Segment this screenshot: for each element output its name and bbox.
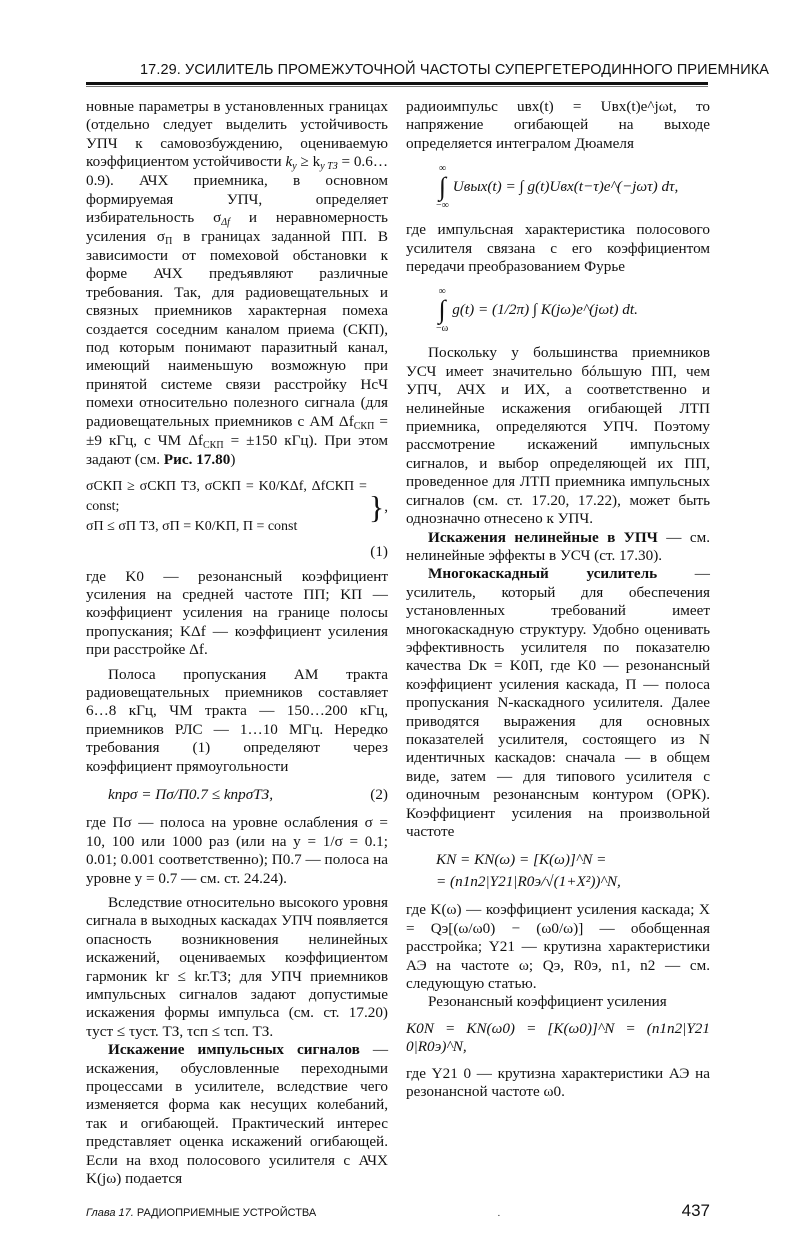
paragraph-left-4: где Пσ — полоса на уровне ослабления σ = 10, 100 или 1000 раз (или на y = 1/σ = 0.1; 0.01; 0.001 соответственно); П0.7 — полоса на уровне y = 0.7 — см. ст. 24.24). <box>86 814 388 887</box>
right-brace-icon: } <box>368 489 385 526</box>
paragraph-right-6: где K(ω) — коэффициент усиления каскада; X = Qэ[(ω/ω0) − (ω0/ω)] — обобщенная расстройка; Y21 — крутизна характеристики АЭ на частоте ω; Qэ, R0э, n1, n2 — см. следующую статью. <box>406 901 710 993</box>
equation-3-body: Uвых(t) = ∫ g(t)Uвх(t−τ)e^(−jωτ) dτ, <box>452 178 679 196</box>
equation-6-body: K0N = KN(ω0) = [K(ω0)]^N = (n1n2|Y21 0|R0э)^N, <box>406 1019 710 1056</box>
paragraph-right-8: где Y21 0 — крутизна характеристики АЭ на резонансной частоте ω0. <box>406 1064 710 1101</box>
paragraph-right-5: Многокаскадный усилитель — усилитель, который для обеспечения установленных требований имеет многокаскадную структуру. Удобно оценивать эффективность усилителя по показателю качества Dк = K0П, где K0 — резонансный коэффициент усиления каскада, П — полоса пропускания N-каскадного усилителя. Далее приводятся выражения для основных показателей усилителя, состоящего из N идентичных каскадов: сначала — в общем виде, затем — для типового усилителя с одиночным резонансным контуром (ОРК). Коэффициент усиления на произвольной частоте <box>406 565 710 840</box>
equation-1: σСКП ≥ σСКП ТЗ, σСКП = K0/KΔf, ΔfСКП = const; σП ≤ σП ТЗ, σП = K0/KП, П = const } , <box>86 477 388 537</box>
term-heading-multistage-amplifier: Многокаскадный усилитель <box>428 565 658 583</box>
paragraph-left-6: Искажение импульсных сигналов — искажения, обусловленные переходными процессами в усилителе, вследствие чего изменяется форма как несущих колебаний, так и огибающей. Практический интерес представляет оценка искажений огибающей. Если на вход полосового усилителя с АЧХ K(jω) подается <box>86 1041 389 1188</box>
footer-dot: . <box>497 1208 501 1219</box>
paragraph-right-4: Искажения нелинейные в УПЧ — см. нелинейные эффекты в УСЧ (ст. 17.30). <box>406 528 710 564</box>
footer-chapter <box>86 1207 316 1219</box>
integral-sign-icon: ∞ ∫ −ω <box>436 286 449 335</box>
paragraph-left-3: Полоса пропускания АМ тракта радиовещательных приемников составляет 6…8 кГц, ЧМ тракта — 150…200 кГц, приемников РЛС — 1…10 МГц. Нередко требования (1) определяют через коэффициент прямоугольности <box>86 665 388 775</box>
equation-5 <box>436 849 710 893</box>
running-header: 17.29. УСИЛИТЕЛЬ ПРОМЕЖУТОЧНОЙ ЧАСТОТЫ СУПЕРГЕТЕРОДИННОГО ПРИЕМНИКА <box>140 62 770 78</box>
integral-sign-icon: ∞ ∫ −∞ <box>436 163 449 212</box>
equation-5-line-1: KN = KN(ω) = [K(ω)]^N = <box>436 851 607 869</box>
equation-2-body: kпрσ = Пσ/П0.7 ≤ kпрσТЗ, <box>108 785 274 803</box>
paragraph-left-5: Вследствие относительно высокого уровня сигнала в выходных каскадах УПЧ появляется опасность возникновения нелинейных искажений, оцениваемых коэффициентом гармоник kг ≤ kг.ТЗ; для УПЧ приемников импульсных сигналов задают допустимые искажения формы импульса (см. ст. 17.20) τуст ≤ τуст. ТЗ, τсп ≤ τсп. ТЗ. <box>86 894 388 1040</box>
figure-reference[interactable]: Рис. 17.80 <box>163 450 231 468</box>
paragraph-left-2: где K0 — резонансный коэффициент усиления на средней частоте ПП; KП — коэффициент усиления на границе полосы пропускания; KΔf — коэффициент усиления при расстройке Δf. <box>86 567 388 659</box>
equation-1-line-2: σП ≤ σП ТЗ, σП = K0/KП, П = const <box>86 519 298 535</box>
equation-6 <box>406 1020 710 1057</box>
equation-3 <box>406 163 710 211</box>
page-number: 437 <box>681 1201 710 1220</box>
equation-4 <box>406 286 710 334</box>
text-columns <box>86 98 710 1189</box>
right-column <box>406 98 710 1101</box>
paragraph-left-1: новные параметры в установленных границах (отдельно следует выделить устойчивость УПЧ к самовозбуждению, оцениваемую коэффициентом устойчивости $k_у \ge k_{у ТЗ}$ = 0.6…0.9). АЧХ приемника, в основном формируемая УПЧ, определяет избирательность $\sigma_{\Delta f}$ и неравномерность усиления $\sigma_П$ в границах заданной ПП. В зависимости от помеховой обстановки к форме АЧХ предъявляют различные требования. Так, для радиовещательных и связных приемников характерная помеха создается соседним каналом приема (СКП), под которым понимают паразитный канал, имеющий наименьшую возможную при принятой системе связи расстройку НсЧ помехи относительно полезного сигнала (для радиовещательных приемников с АМ $\Delta f_{СКП} = \pm 9$ кГц, с ЧМ $\Delta f_{СКП} = \pm 150$ кГц). При этом задают (см. Рис. 17.80) <box>86 98 389 468</box>
equation-1-line-1: σСКП ≥ σСКП ТЗ, σСКП = K0/KΔf, ΔfСКП = const; <box>86 479 367 515</box>
header-rule <box>86 82 708 85</box>
equation-2-number: (2) <box>370 785 388 803</box>
header-rule-thin <box>86 86 708 87</box>
paragraph-right-3: Поскольку у большинства приемников УСЧ имеет значительно бóльшую ПП, чем УПЧ, АЧХ и ИХ, а соответственно и нелинейные искажения огибающей ЛТП приемника, определяются УПЧ. Поэтому рассмотрение искажений импульсных сигналов, и выбор определяющей их ПП, проведенное для ЛТП приемника импульсных сигналов (см. ст. 17.20, 17.22), может быть однозначно отнесено к УПЧ. <box>406 344 710 528</box>
equation-1-number: (1) <box>370 543 388 561</box>
left-column <box>86 98 388 1189</box>
term-heading-impulse-distortion: Искажение импульсных сигналов <box>108 1041 360 1059</box>
footer-chapter-title: РАДИОПРИЕМНЫЕ УСТРОЙСТВА <box>133 1207 317 1219</box>
paragraph-right-1: радиоимпульс uвх(t) = Uвх(t)e^jωt, то напряжение огибающей на выходе определяется интегралом Дюамеля <box>406 98 710 152</box>
page-footer <box>86 1201 710 1225</box>
paragraph-right-7: Резонансный коэффициент усиления <box>428 993 667 1011</box>
paragraph-right-2: где импульсная характеристика полосового усилителя связана с его коэффициентом передачи преобразованием Фурье <box>406 221 710 276</box>
equation-5-line-2: = (n1n2|Y21|R0э/√(1+X²))^N, <box>436 873 621 891</box>
footer-chapter-label: Глава 17. <box>86 1207 134 1219</box>
equation-2 <box>86 786 388 804</box>
term-heading-nonlinear-distortion: Искажения нелинейные в УПЧ <box>428 528 658 546</box>
equation-4-body: g(t) = (1/2π) ∫ K(jω)e^(jωt) dt. <box>452 301 638 319</box>
